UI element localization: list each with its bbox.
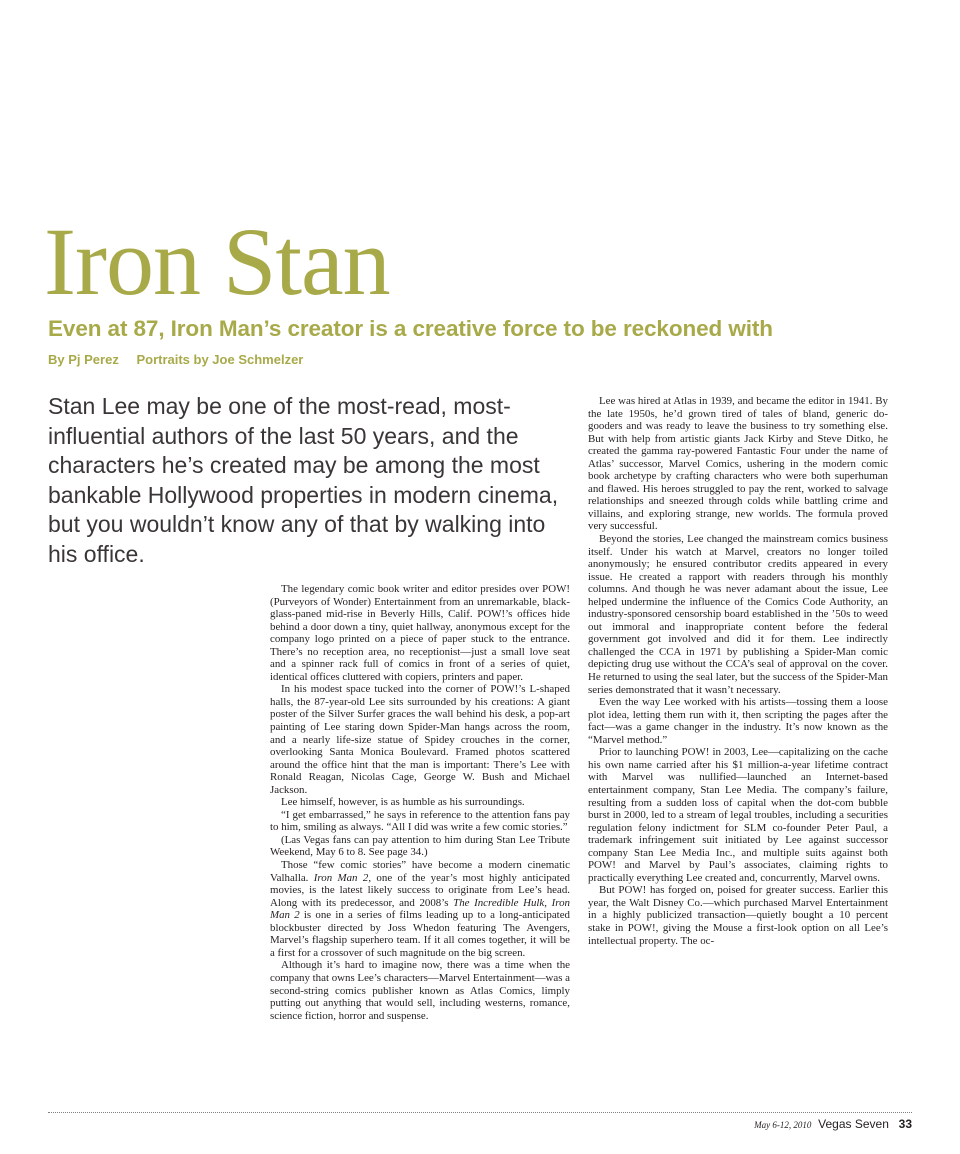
body-paragraph: Prior to launching POW! in 2003, Lee—capitalizing on the cache his own name carried after his $1 million-a-year lifetime contract with Marvel was nullified—launched an Internet-based entertainment company, Stan Lee Media. The company’s failure, resulting from a sudden loss of capital when the dot-com bubble burst in 2000, led to a stream of legal troubles, including a securities regulation felony indictment for SLM co-founder Peter Paul, a trademark infringement suit initiated by Lee against successor company Stan Lee Media Inc., and multiple suits against both POW! and Marvel by Paul’s associates, claiming rights to practically everything Lee created and, concurrently, Marvel owns. bbox=[588, 746, 888, 884]
body-paragraph: But POW! has forged on, poised for greater success. Earlier this year, the Walt Disney Co.—which purchased Marvel Entertainment in a highly publicized transaction—quietly bought a 10 percent stake in POW!, giving the Mouse a first-look option on all Lee’s intellectual property. The oc- bbox=[588, 884, 888, 947]
magazine-name: Vegas Seven bbox=[818, 1117, 889, 1131]
text-run: , one of the year’s most highly anticipated movies, is the latest likely success to originate from Lee’s head. Along with its predecessor, and 2008’s bbox=[270, 871, 570, 909]
body-paragraph bbox=[270, 859, 570, 959]
folio bbox=[754, 1117, 912, 1131]
text-run: , bbox=[544, 896, 552, 909]
body-column-2 bbox=[588, 395, 888, 947]
text-run: Those “few comic stories” have become a modern cinematic Valhalla. bbox=[270, 859, 570, 884]
film-title: Iron Man 2 bbox=[313, 871, 369, 884]
film-title: Iron Man 2 bbox=[270, 896, 570, 922]
body-paragraph: Lee himself, however, is as humble as his surroundings. bbox=[281, 796, 525, 809]
body-paragraph: “I get embarrassed,” he says in reference to the attention fans pay to him, smiling as always. “All I did was write a few comic stories.” bbox=[270, 808, 570, 834]
byline bbox=[48, 352, 303, 367]
deck: Even at 87, Iron Man’s creator is a creative force to be reckoned with bbox=[48, 316, 773, 341]
body-paragraph: Although it’s hard to imagine now, there was a time when the company that owns Lee’s characters—Marvel Entertainment—was a second-string comics publisher known as Atlas Comics, limply putting out anything that would sell, including westerns, romance, science fiction, horror and suspense. bbox=[270, 959, 570, 1022]
body-column-1 bbox=[270, 583, 570, 1022]
intro-paragraph: Stan Lee may be one of the most-read, most-influential authors of the last 50 years, and the characters he’s created may be among the most bankable Hollywood properties in modern cinema, but you wouldn’t know any of that by walking into his office. bbox=[48, 393, 559, 567]
text-run: is one in a series of films leading up to a long-anticipated blockbuster directed by Joss Whedon featuring The Avengers, Marvel’s flagship superhero team. If it all comes together, it will be a first for a crossover of such magnitude on the big screen. bbox=[270, 909, 570, 959]
author-credit: By Pj Perez bbox=[48, 352, 119, 367]
issue-date: May 6-12, 2010 bbox=[754, 1120, 812, 1130]
body-paragraph: In his modest space tucked into the corner of POW!’s L-shaped halls, the 87-year-old Lee sits surrounded by his creations: A giant poster of the Silver Surfer graces the wall behind his desk, a pop-art painting of Lee staring down Spider-Man hangs across the room, and a nearly life-size statue of Spidey crouches in the corner, overlooking Santa Monica Boulevard. Framed photos scattered around the office hint that the man is important: There’s Lee with Ronald Reagan, Nicolas Cage, George W. Bush and Michael Jackson. bbox=[270, 683, 570, 796]
page-number: 33 bbox=[898, 1117, 912, 1131]
photo-credit: Portraits by Joe Schmelzer bbox=[136, 352, 304, 367]
body-paragraph: Lee was hired at Atlas in 1939, and became the editor in 1941. By the late 1950s, he’d grown tired of tales of bland, generic do-gooders and was ready to leave the business to try something else. But with help from artistic giants Jack Kirby and Steve Ditko, he created the gamma ray-powered Fantastic Four under the name of Atlas’ successor, Marvel Comics, ushering in the modern comic book archetype by crafting characters who were both superhuman and flawed. His heroes struggled to pay the rent, worked to salvage relationships and sneezed through colds while battling crime and villains, and exploring strange, new worlds. The formula proved very successful. bbox=[588, 395, 888, 533]
footer-rule bbox=[48, 1112, 912, 1113]
body-paragraph: The legendary comic book writer and editor presides over POW! (Purveyors of Wonder) Entertainment from an unremarkable, black-glass-paned mid-rise in Beverly Hills, Calif. POW!’s offices hide behind a door down a tiny, quiet hallway, anonymous except for the company logo printed on a piece of paper stuck to the entrance. There’s no reception area, no receptionist—just a small love seat and a spinner rack full of comics in front of a series of quiet, identical offices cluttered with copiers, printers and paper. bbox=[270, 583, 570, 683]
body-paragraph: Even the way Lee worked with his artists—tossing them a loose plot idea, letting them run with it, then scripting the pages after the fact—was a game changer in the industry. It’s now known as the “Marvel method.” bbox=[588, 696, 888, 746]
body-paragraph: (Las Vegas fans can pay attention to him during Stan Lee Tribute Weekend, May 6 to 8. See page 34.) bbox=[270, 833, 570, 859]
film-title: The Incredible Hulk bbox=[453, 896, 545, 909]
body-paragraph: Beyond the stories, Lee changed the mainstream comics business itself. Under his watch at Marvel, creators no longer toiled anonymously; he ensured contributor credits appeared in every issue. He created a rapport with readers through his monthly columns. And though he was never adamant about the issue, Lee helped undermine the influence of the Comics Code Authority, an industry-sponsored censorship board established in the ’50s to weed out immoral and inappropriate content before the federal government got involved and did it for them. Lee indirectly challenged the CCA in 1971 by publishing a Spider-Man comic depicting drug use without the CCA’s seal of approval on the cover. He returned to using the seal later, but the success of the Spider-Man series demonstrated that it wasn’t necessary. bbox=[588, 533, 888, 696]
headline: Iron Stan bbox=[44, 208, 390, 315]
